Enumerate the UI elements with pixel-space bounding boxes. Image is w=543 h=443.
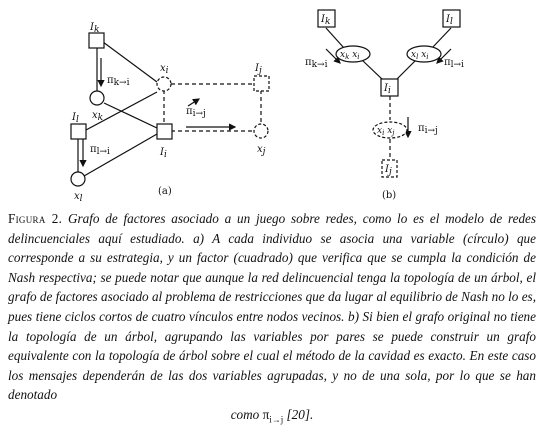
label-xi: xi <box>160 63 169 76</box>
label-pi-ki: πk→i <box>107 75 130 88</box>
label-b-il: Il <box>446 14 453 27</box>
caption-line-11: de las dos variables agrupadas, y no de una sola, por lo que se han denotado <box>8 367 536 403</box>
label-b-pi-li: πl→i <box>444 57 464 70</box>
panel-b-caption: (b) <box>382 190 397 201</box>
factor-node-ik <box>89 33 104 48</box>
factor-node-il <box>71 124 86 139</box>
edge-b-pairl-ii <box>396 60 416 80</box>
caption-line-2: modelo de redes delincuenciales aquí estudiado. a) A cada individuo se asocia <box>8 211 537 246</box>
factor-node-ii <box>157 124 172 139</box>
label-b-ij: Ij <box>385 164 392 177</box>
label-b-ik: Ik <box>321 14 331 27</box>
label-b-pi-ki: πk→i <box>305 57 328 70</box>
label-b-pair-k: $x_k$ $x_i$ <box>340 50 360 61</box>
factor-node-ij <box>254 76 269 91</box>
label-xj: xj <box>257 144 266 157</box>
label-ik: Ik <box>90 22 100 35</box>
caption-label: Figura 2. <box>8 211 63 226</box>
variable-node-xl <box>71 172 85 186</box>
caption-line-5: aunque la red delincuencial tenga la topología de un árbol, el grafo de factores <box>8 269 537 305</box>
edge-b-ik-pair <box>326 28 344 48</box>
arrow-pi-ij-small <box>188 99 199 106</box>
variable-node-xk <box>90 91 104 105</box>
edge-b-il-pair <box>432 28 451 48</box>
caption-line-3: una variable (círculo) que corresponde a su estrategia, y un factor (cuadrado) <box>8 230 537 266</box>
variable-node-xj <box>254 124 268 138</box>
label-pi-ij: πi→j <box>186 106 206 119</box>
label-pi-li: πl→i <box>90 144 110 157</box>
panel-a <box>71 33 269 186</box>
label-xl: xl <box>74 191 83 204</box>
caption-line-7: es, pues tiene ciclos cortos de cuatro vínculos entre nodos vecinos. b) Si bien <box>8 289 536 324</box>
variable-node-xi <box>157 77 171 91</box>
caption-line-4: que verifica que se cumpla la condición de Nash respectiva; se puede notar que <box>8 250 537 285</box>
caption-line-9: pares se puede construir un grafo equivalente con la topología de árbol sobre el <box>8 328 536 364</box>
caption-line-1: Grafo de factores asociado a un juego sobre redes, como lo es el <box>67 211 440 226</box>
label-b-pair-j: $x_i$ $x_j$ <box>377 126 395 137</box>
label-il: Il <box>72 112 79 125</box>
label-b-pair-l: $x_l$ $x_i$ <box>411 50 429 61</box>
caption-line-8: el grafo original no tiene la topología de un árbol, agrupando las variables por <box>8 308 536 344</box>
panel-b-labels <box>305 14 464 201</box>
caption-line-10: cual el método de la cavidad es exacto. En este caso los mensajes dependerán <box>8 348 537 383</box>
figure-caption <box>8 209 536 430</box>
edge-xl-ii <box>84 134 157 176</box>
factor-graph-figure <box>0 0 543 210</box>
panel-a-caption: (a) <box>158 186 172 197</box>
caption-last-line: como $\pi_{i\to j}$ [20]. <box>230 406 314 425</box>
label-b-ii: Ii <box>384 83 391 96</box>
label-ij: Ij <box>255 63 262 76</box>
caption-line-6: asociado al problema de restricciones que da lugar al equilibrio de Nash no lo <box>101 289 519 305</box>
label-b-pi-ij: πi→j <box>418 123 438 136</box>
label-ii: Ii <box>160 147 167 160</box>
label-xk: xk <box>92 110 104 123</box>
edge-b-pairk-ii <box>362 60 383 80</box>
panel-a-labels <box>71 22 266 204</box>
